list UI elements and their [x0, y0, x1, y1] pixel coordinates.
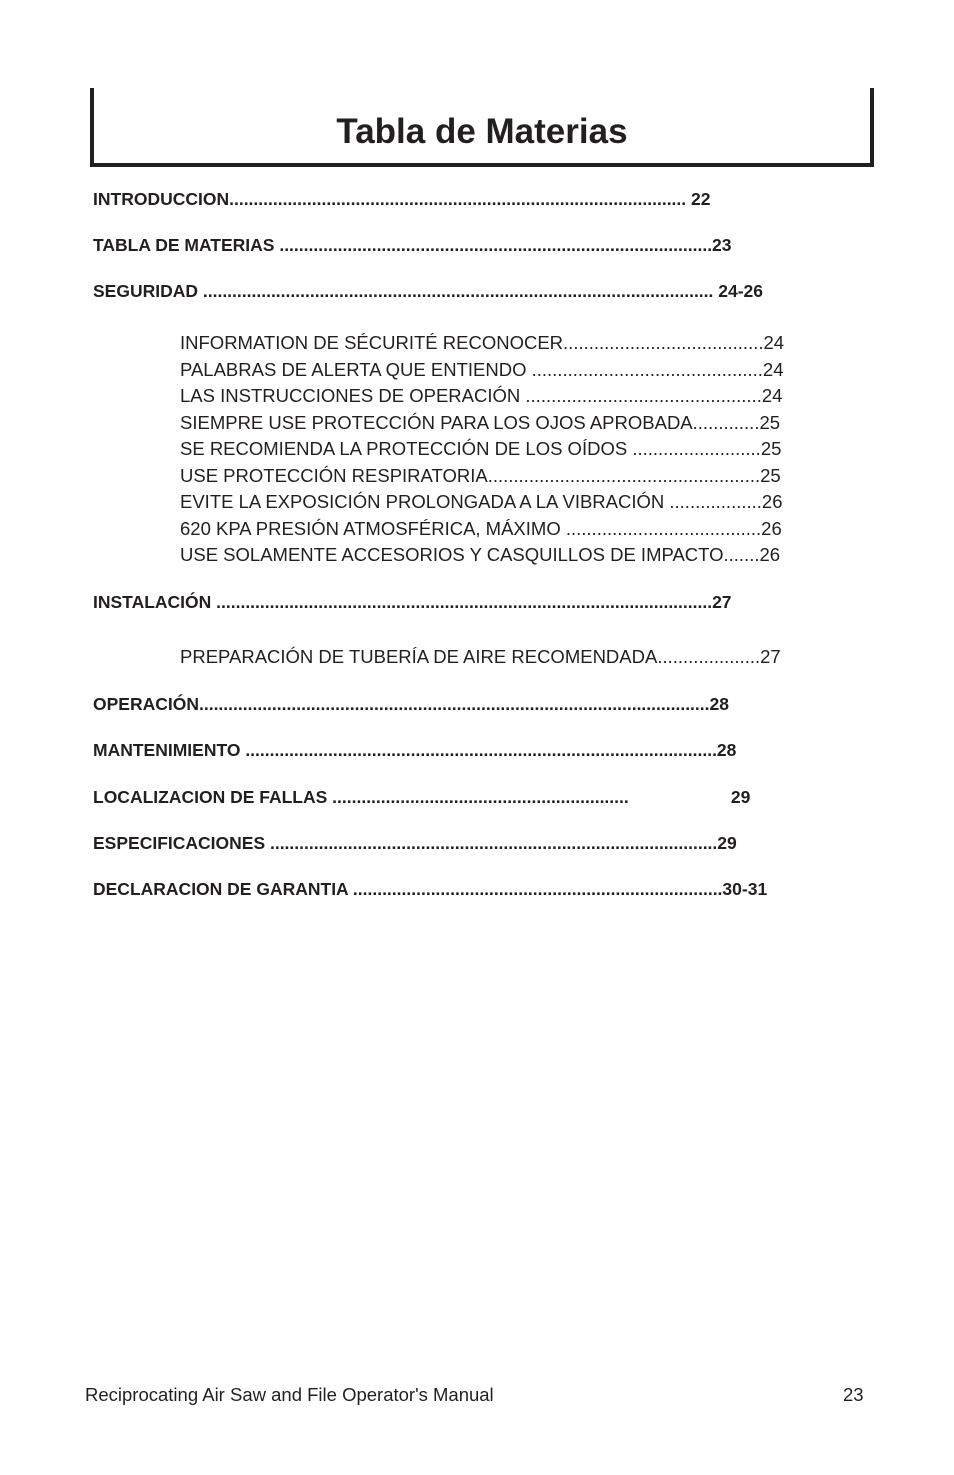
toc-subentry-tuberia: PREPARACIÓN DE TUBERÍA DE AIRE RECOMENDADA....................27: [180, 646, 781, 667]
toc-subentry-accesorios: USE SOLAMENTE ACCESORIOS Y CASQUILLOS DE IMPACTO.......26: [180, 544, 781, 565]
toc-subentry-presion: 620 KPA PRESIÓN ATMOSFÉRICA, MÁXIMO ......................................26: [180, 518, 782, 539]
footer-manual-title: Reciprocating Air Saw and File Operator's Manual: [85, 1384, 494, 1405]
toc-entry-introduccion: INTRODUCCION.............................................................................................. 22: [93, 189, 711, 209]
page-title: Tabla de Materias: [336, 112, 628, 151]
toc-subentry-proteccion-ojos: SIEMPRE USE PROTECCIÓN PARA LOS OJOS APROBADA.............25: [180, 412, 781, 433]
title-frame: [90, 88, 874, 167]
toc-entry-localizacion: LOCALIZACION DE FALLAS ............................................................. 29: [93, 787, 751, 807]
toc-subentry-proteccion-respiratoria: USE PROTECCIÓN RESPIRATORIA.....................................................25: [180, 465, 781, 486]
toc-subentry-informacion: INFORMATION DE SÉCURITÉ RECONOCER.......................................24: [180, 332, 785, 353]
toc-entry-declaracion: DECLARACION DE GARANTIA ............................................................................30-31: [93, 879, 768, 899]
toc-entry-especificaciones: ESPECIFICACIONES ............................................................................................29: [93, 833, 737, 853]
toc-entry-mantenimiento: MANTENIMIENTO .................................................................................................28: [93, 740, 737, 760]
toc-subentry-vibracion: EVITE LA EXPOSICIÓN PROLONGADA A LA VIBRACIÓN ..................26: [180, 491, 783, 512]
toc-subentry-proteccion-oidos: SE RECOMIENDA LA PROTECCIÓN DE LOS OÍDOS .........................25: [180, 438, 782, 459]
footer-page-number: 23: [843, 1384, 864, 1405]
toc-subentry-palabras-alerta: PALABRAS DE ALERTA QUE ENTIENDO .............................................24: [180, 359, 784, 380]
toc-subentry-instrucciones: LAS INSTRUCCIONES DE OPERACIÓN ..............................................24: [180, 385, 783, 406]
toc-entry-operacion: OPERACIÓN.........................................................................................................28: [93, 694, 729, 714]
toc-entry-tabla-de-materias: TABLA DE MATERIAS .........................................................................................23: [93, 235, 732, 255]
toc-entry-instalacion: INSTALACIÓN ......................................................................................................27: [93, 592, 732, 612]
toc-entry-seguridad: SEGURIDAD ......................................................................................................... 24-26: [93, 281, 764, 301]
